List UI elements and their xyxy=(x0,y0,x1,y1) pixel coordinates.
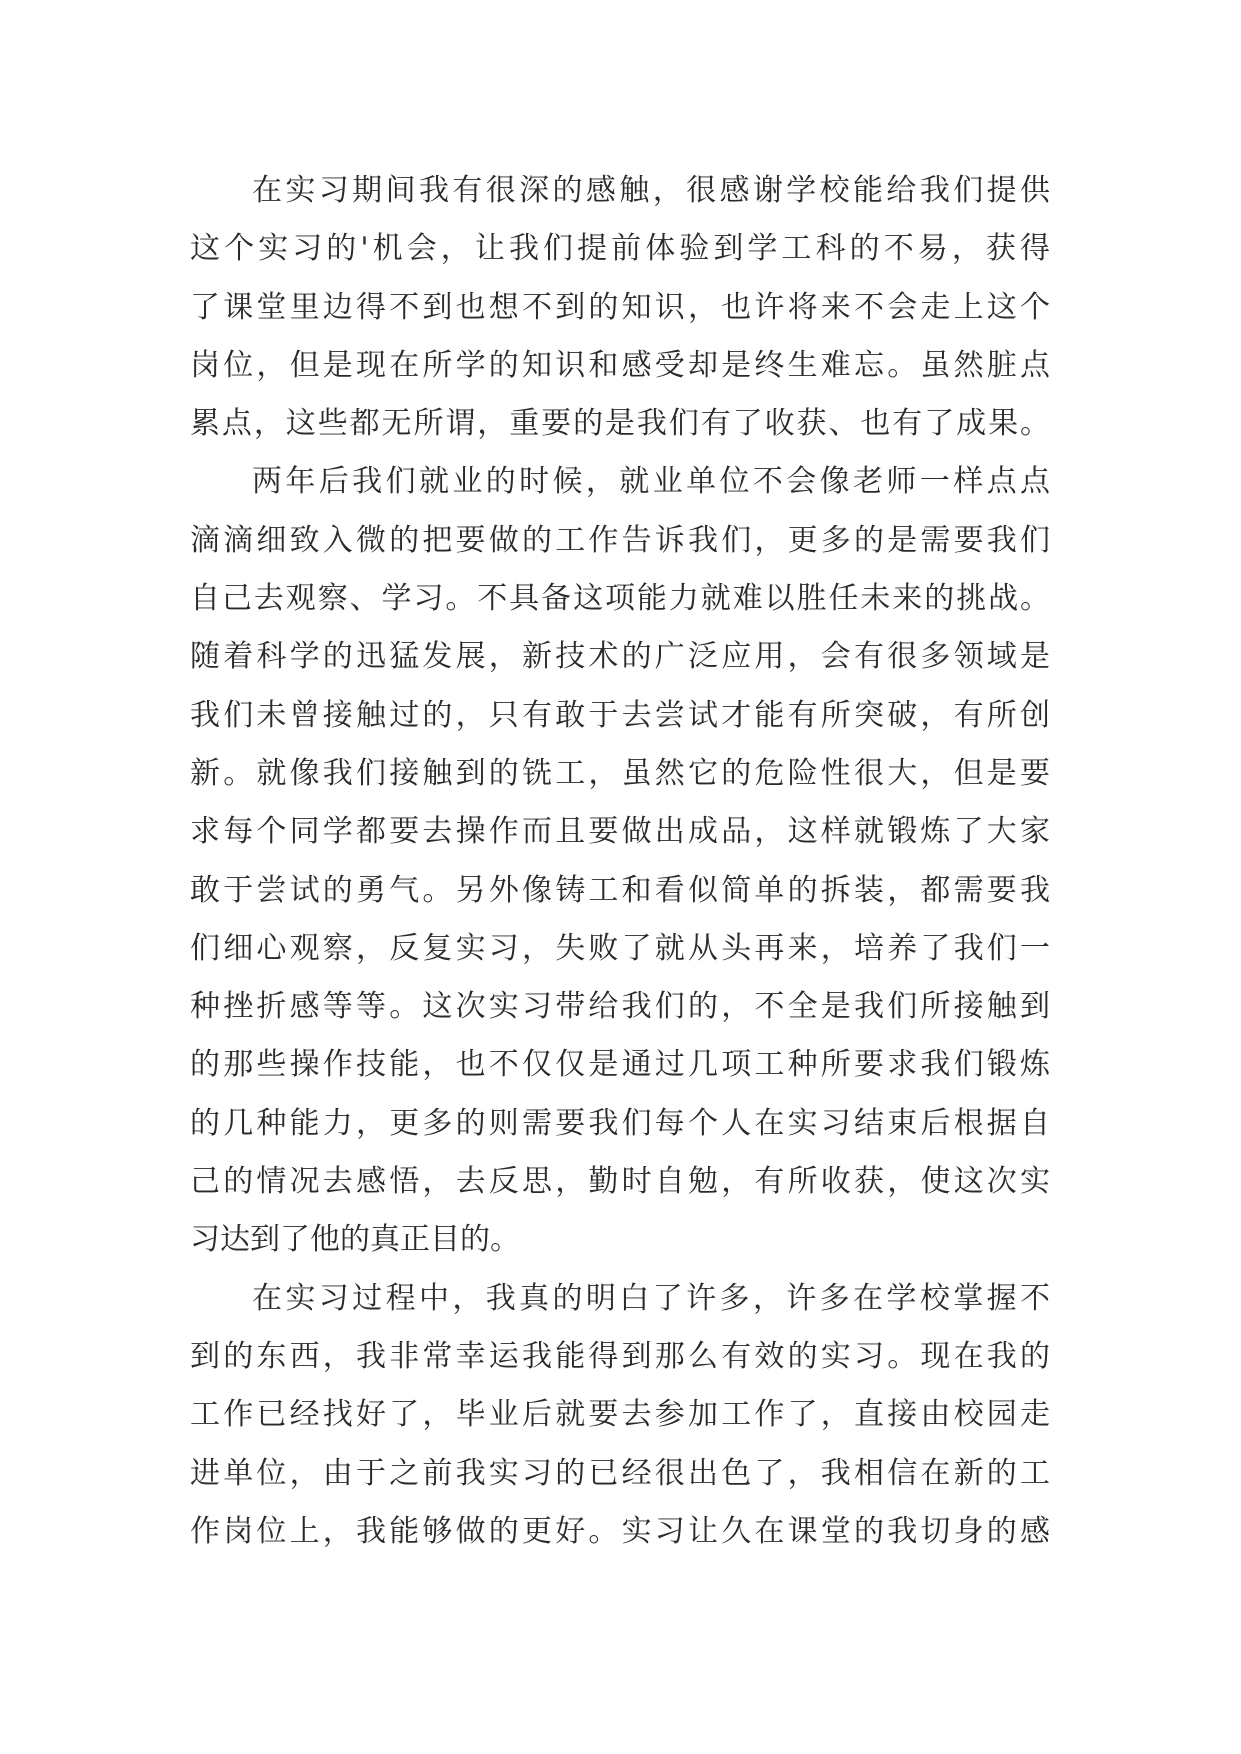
text-line: 两年后我们就业的时候，就业单位不会像老师一样点点 xyxy=(252,464,1050,500)
paragraph-1 xyxy=(190,162,1050,453)
text-line: 的几种能力，更多的则需要我们每个人在实习结束后根据自 xyxy=(190,1105,1050,1141)
text-line: 己的情况去感悟，去反思，勤时自勉，有所收获，使这次实 xyxy=(190,1164,1050,1200)
text-line: 们细心观察，反复实习，失败了就从头再来，培养了我们一 xyxy=(190,930,1050,966)
text-line: 我们未曾接触过的，只有敢于去尝试才能有所突破，有所创 xyxy=(190,697,1050,733)
text-line: 了课堂里边得不到也想不到的知识，也许将来不会走上这个 xyxy=(190,289,1050,325)
text-line: 习达到了他的真正目的。 xyxy=(190,1222,520,1258)
text-line: 累点，这些都无所谓，重要的是我们有了收获、也有了成果。 xyxy=(190,406,1050,442)
text-line: 的那些操作技能，也不仅仅是通过几项工种所要求我们锻炼 xyxy=(190,1047,1050,1083)
text-line: 工作已经找好了，毕业后就要去参加工作了，直接由校园走 xyxy=(190,1397,1050,1433)
text-line: 求每个同学都要去操作而且要做出成品，这样就锻炼了大家 xyxy=(190,814,1050,850)
text-line: 岗位，但是现在所学的知识和感受却是终生难忘。虽然脏点 xyxy=(190,347,1050,383)
text-line: 在实习期间我有很深的感触，很感谢学校能给我们提供 xyxy=(252,173,1050,208)
text-line: 作岗位上，我能够做的更好。实习让久在课堂的我切身的感 xyxy=(190,1513,1050,1549)
body-text xyxy=(190,162,1050,1561)
text-line: 滴滴细致入微的把要做的工作告诉我们，更多的是需要我们 xyxy=(190,522,1050,558)
text-line: 新。就像我们接触到的铣工，虽然它的危险性很大，但是要 xyxy=(190,755,1050,791)
text-line: 敢于尝试的勇气。另外像铸工和看似简单的拆装，都需要我 xyxy=(190,872,1050,908)
text-line: 这个实习的'机会，让我们提前体验到学工科的不易，获得 xyxy=(190,231,1050,267)
text-line: 随着科学的迅猛发展，新技术的广泛应用，会有很多领域是 xyxy=(190,639,1050,675)
text-line: 种挫折感等等。这次实习带给我们的，不全是我们所接触到 xyxy=(190,989,1050,1025)
paragraph-2 xyxy=(190,453,1050,1269)
paragraph-3 xyxy=(190,1270,1050,1561)
text-line: 到的东西，我非常幸运我能得到那么有效的实习。现在我的 xyxy=(190,1338,1050,1374)
text-line: 进单位，由于之前我实习的已经很出色了，我相信在新的工 xyxy=(190,1455,1050,1491)
text-line: 在实习过程中，我真的明白了许多，许多在学校掌握不 xyxy=(252,1280,1050,1316)
text-line: 自己去观察、学习。不具备这项能力就难以胜任未来的挑战。 xyxy=(190,581,1050,617)
